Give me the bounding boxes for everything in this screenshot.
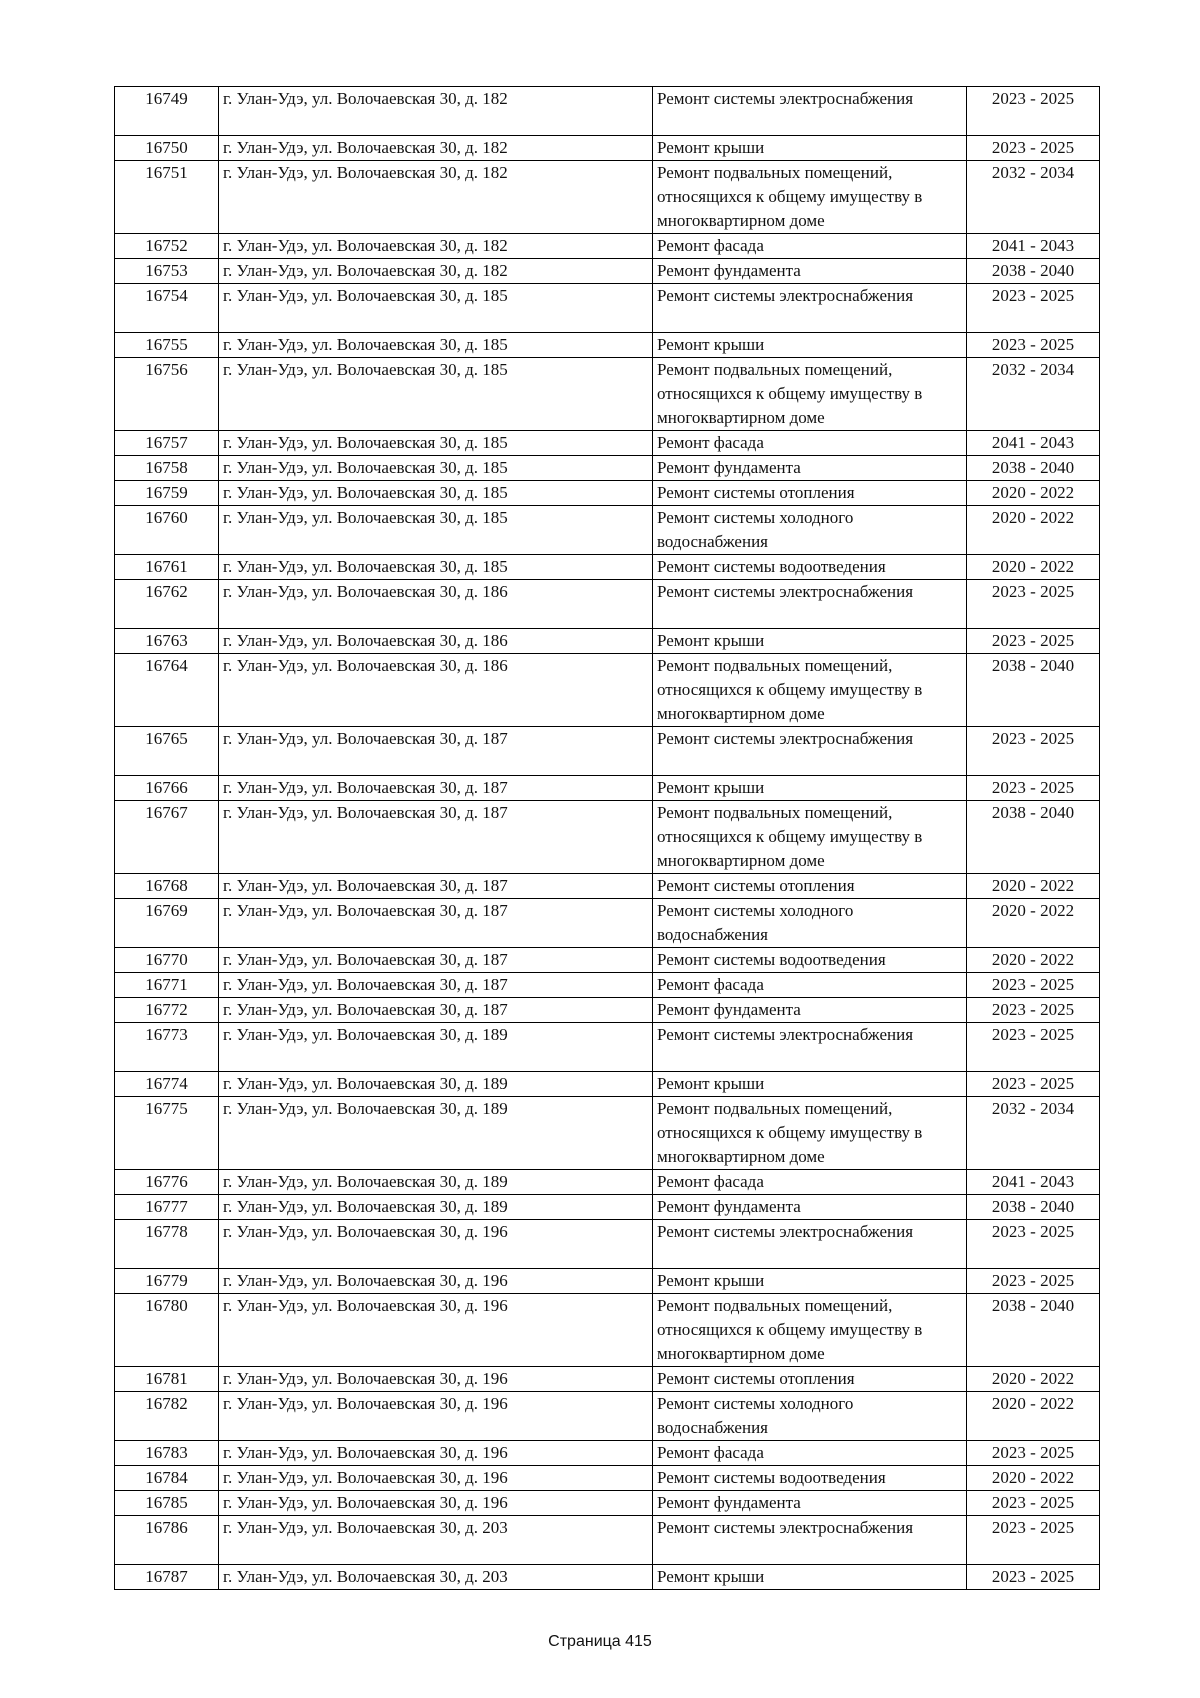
row-address: г. Улан-Удэ, ул. Волочаевская 30, д. 187 (219, 727, 653, 776)
table-row (115, 136, 1100, 161)
row-period: 2020 - 2022 (967, 899, 1100, 948)
table-row (115, 874, 1100, 899)
row-work-type: Ремонт фасада (653, 973, 967, 998)
row-number: 16780 (115, 1294, 219, 1367)
table-row (115, 87, 1100, 136)
row-number: 16767 (115, 801, 219, 874)
row-address: г. Улан-Удэ, ул. Волочаевская 30, д. 203 (219, 1516, 653, 1565)
row-number: 16784 (115, 1466, 219, 1491)
row-address: г. Улан-Удэ, ул. Волочаевская 30, д. 185 (219, 555, 653, 580)
row-work-type: Ремонт фундамента (653, 1491, 967, 1516)
row-address: г. Улан-Удэ, ул. Волочаевская 30, д. 186 (219, 654, 653, 727)
row-period: 2020 - 2022 (967, 874, 1100, 899)
row-period: 2020 - 2022 (967, 1466, 1100, 1491)
row-address: г. Улан-Удэ, ул. Волочаевская 30, д. 185 (219, 358, 653, 431)
row-work-type: Ремонт крыши (653, 333, 967, 358)
row-number: 16777 (115, 1195, 219, 1220)
row-number: 16752 (115, 234, 219, 259)
row-number: 16750 (115, 136, 219, 161)
row-period: 2023 - 2025 (967, 136, 1100, 161)
row-work-type: Ремонт системы холодного водоснабжения (653, 506, 967, 555)
table-body (115, 87, 1100, 1590)
row-number: 16758 (115, 456, 219, 481)
row-number: 16785 (115, 1491, 219, 1516)
row-period: 2023 - 2025 (967, 973, 1100, 998)
row-work-type: Ремонт крыши (653, 1072, 967, 1097)
row-period: 2023 - 2025 (967, 1565, 1100, 1590)
row-period: 2032 - 2034 (967, 1097, 1100, 1170)
row-number: 16760 (115, 506, 219, 555)
table-row (115, 1491, 1100, 1516)
table-row (115, 899, 1100, 948)
row-number: 16774 (115, 1072, 219, 1097)
table-row (115, 1170, 1100, 1195)
table-row (115, 654, 1100, 727)
row-work-type: Ремонт системы электроснабжения (653, 1220, 967, 1269)
row-number: 16751 (115, 161, 219, 234)
row-address: г. Улан-Удэ, ул. Волочаевская 30, д. 196 (219, 1466, 653, 1491)
row-address: г. Улан-Удэ, ул. Волочаевская 30, д. 203 (219, 1565, 653, 1590)
row-period: 2023 - 2025 (967, 1441, 1100, 1466)
row-address: г. Улан-Удэ, ул. Волочаевская 30, д. 185 (219, 506, 653, 555)
row-period: 2020 - 2022 (967, 506, 1100, 555)
row-number: 16755 (115, 333, 219, 358)
row-address: г. Улан-Удэ, ул. Волочаевская 30, д. 182 (219, 234, 653, 259)
row-number: 16782 (115, 1392, 219, 1441)
table-row (115, 1269, 1100, 1294)
row-work-type: Ремонт фасада (653, 431, 967, 456)
row-address: г. Улан-Удэ, ул. Волочаевская 30, д. 187 (219, 948, 653, 973)
row-period: 2023 - 2025 (967, 284, 1100, 333)
row-address: г. Улан-Удэ, ул. Волочаевская 30, д. 185 (219, 284, 653, 333)
row-period: 2023 - 2025 (967, 998, 1100, 1023)
row-period: 2038 - 2040 (967, 456, 1100, 481)
row-address: г. Улан-Удэ, ул. Волочаевская 30, д. 189 (219, 1023, 653, 1072)
row-number: 16786 (115, 1516, 219, 1565)
row-number: 16761 (115, 555, 219, 580)
row-period: 2023 - 2025 (967, 727, 1100, 776)
row-work-type: Ремонт фундамента (653, 1195, 967, 1220)
table-row (115, 580, 1100, 629)
row-period: 2023 - 2025 (967, 1023, 1100, 1072)
table-row (115, 1441, 1100, 1466)
row-number: 16771 (115, 973, 219, 998)
table-row (115, 776, 1100, 801)
row-period: 2038 - 2040 (967, 1195, 1100, 1220)
row-address: г. Улан-Удэ, ул. Волочаевская 30, д. 187 (219, 899, 653, 948)
table-row (115, 727, 1100, 776)
row-period: 2023 - 2025 (967, 87, 1100, 136)
row-period: 2041 - 2043 (967, 234, 1100, 259)
row-period: 2023 - 2025 (967, 1220, 1100, 1269)
row-number: 16754 (115, 284, 219, 333)
row-period: 2020 - 2022 (967, 555, 1100, 580)
row-address: г. Улан-Удэ, ул. Волочаевская 30, д. 187 (219, 776, 653, 801)
table-row (115, 1072, 1100, 1097)
row-number: 16783 (115, 1441, 219, 1466)
row-period: 2038 - 2040 (967, 259, 1100, 284)
row-period: 2023 - 2025 (967, 580, 1100, 629)
row-work-type: Ремонт крыши (653, 1565, 967, 1590)
row-address: г. Улан-Удэ, ул. Волочаевская 30, д. 182 (219, 161, 653, 234)
row-address: г. Улан-Удэ, ул. Волочаевская 30, д. 182 (219, 136, 653, 161)
row-number: 16779 (115, 1269, 219, 1294)
row-period: 2020 - 2022 (967, 948, 1100, 973)
table-row (115, 1097, 1100, 1170)
row-number: 16772 (115, 998, 219, 1023)
row-work-type: Ремонт подвальных помещений, относящихся к общему имуществу в многоквартирном доме (653, 358, 967, 431)
row-address: г. Улан-Удэ, ул. Волочаевская 30, д. 196 (219, 1441, 653, 1466)
table-row (115, 555, 1100, 580)
row-work-type: Ремонт фасада (653, 234, 967, 259)
row-work-type: Ремонт подвальных помещений, относящихся к общему имуществу в многоквартирном доме (653, 654, 967, 727)
table-row (115, 948, 1100, 973)
table-row (115, 1195, 1100, 1220)
table-row (115, 1294, 1100, 1367)
row-address: г. Улан-Удэ, ул. Волочаевская 30, д. 187 (219, 998, 653, 1023)
row-work-type: Ремонт системы водоотведения (653, 948, 967, 973)
table-row (115, 333, 1100, 358)
row-period: 2020 - 2022 (967, 481, 1100, 506)
table-row (115, 284, 1100, 333)
row-period: 2023 - 2025 (967, 1491, 1100, 1516)
table-row (115, 1220, 1100, 1269)
row-number: 16787 (115, 1565, 219, 1590)
row-address: г. Улан-Удэ, ул. Волочаевская 30, д. 182 (219, 87, 653, 136)
row-period: 2023 - 2025 (967, 1269, 1100, 1294)
row-work-type: Ремонт системы холодного водоснабжения (653, 1392, 967, 1441)
row-period: 2023 - 2025 (967, 1516, 1100, 1565)
row-address: г. Улан-Удэ, ул. Волочаевская 30, д. 187 (219, 874, 653, 899)
table-row (115, 1466, 1100, 1491)
row-number: 16766 (115, 776, 219, 801)
table-row (115, 161, 1100, 234)
row-number: 16753 (115, 259, 219, 284)
row-address: г. Улан-Удэ, ул. Волочаевская 30, д. 196 (219, 1491, 653, 1516)
row-period: 2020 - 2022 (967, 1367, 1100, 1392)
row-work-type: Ремонт системы холодного водоснабжения (653, 899, 967, 948)
table-row (115, 431, 1100, 456)
row-number: 16764 (115, 654, 219, 727)
table-row (115, 1392, 1100, 1441)
row-work-type: Ремонт системы электроснабжения (653, 580, 967, 629)
repair-schedule-table (114, 86, 1100, 1590)
row-work-type: Ремонт фасада (653, 1441, 967, 1466)
page-number: Страница 415 (548, 1633, 652, 1650)
row-number: 16762 (115, 580, 219, 629)
row-period: 2038 - 2040 (967, 654, 1100, 727)
row-number: 16756 (115, 358, 219, 431)
row-work-type: Ремонт крыши (653, 136, 967, 161)
row-work-type: Ремонт подвальных помещений, относящихся к общему имуществу в многоквартирном доме (653, 801, 967, 874)
row-work-type: Ремонт крыши (653, 629, 967, 654)
table-row (115, 1367, 1100, 1392)
row-work-type: Ремонт подвальных помещений, относящихся к общему имуществу в многоквартирном доме (653, 161, 967, 234)
row-work-type: Ремонт системы водоотведения (653, 555, 967, 580)
row-number: 16763 (115, 629, 219, 654)
row-work-type: Ремонт системы электроснабжения (653, 1023, 967, 1072)
row-period: 2023 - 2025 (967, 333, 1100, 358)
row-period: 2020 - 2022 (967, 1392, 1100, 1441)
row-work-type: Ремонт системы электроснабжения (653, 284, 967, 333)
table-row (115, 481, 1100, 506)
row-work-type: Ремонт системы отопления (653, 874, 967, 899)
row-work-type: Ремонт фасада (653, 1170, 967, 1195)
row-address: г. Улан-Удэ, ул. Волочаевская 30, д. 182 (219, 259, 653, 284)
row-address: г. Улан-Удэ, ул. Волочаевская 30, д. 185 (219, 333, 653, 358)
row-period: 2023 - 2025 (967, 1072, 1100, 1097)
row-number: 16776 (115, 1170, 219, 1195)
table-row (115, 1516, 1100, 1565)
row-work-type: Ремонт системы электроснабжения (653, 727, 967, 776)
row-address: г. Улан-Удэ, ул. Волочаевская 30, д. 187 (219, 801, 653, 874)
table-row (115, 801, 1100, 874)
row-work-type: Ремонт системы водоотведения (653, 1466, 967, 1491)
row-address: г. Улан-Удэ, ул. Волочаевская 30, д. 189 (219, 1170, 653, 1195)
row-period: 2041 - 2043 (967, 431, 1100, 456)
row-number: 16773 (115, 1023, 219, 1072)
row-address: г. Улан-Удэ, ул. Волочаевская 30, д. 189 (219, 1072, 653, 1097)
row-period: 2038 - 2040 (967, 1294, 1100, 1367)
row-address: г. Улан-Удэ, ул. Волочаевская 30, д. 187 (219, 973, 653, 998)
table-row (115, 998, 1100, 1023)
row-work-type: Ремонт системы электроснабжения (653, 87, 967, 136)
row-address: г. Улан-Удэ, ул. Волочаевская 30, д. 189 (219, 1097, 653, 1170)
table-row (115, 973, 1100, 998)
row-number: 16765 (115, 727, 219, 776)
row-period: 2032 - 2034 (967, 161, 1100, 234)
row-address: г. Улан-Удэ, ул. Волочаевская 30, д. 196 (219, 1392, 653, 1441)
row-address: г. Улан-Удэ, ул. Волочаевская 30, д. 185 (219, 431, 653, 456)
table-row (115, 259, 1100, 284)
table-row (115, 629, 1100, 654)
row-number: 16778 (115, 1220, 219, 1269)
row-work-type: Ремонт крыши (653, 776, 967, 801)
row-number: 16757 (115, 431, 219, 456)
row-work-type: Ремонт подвальных помещений, относящихся к общему имуществу в многоквартирном доме (653, 1097, 967, 1170)
table-row (115, 1565, 1100, 1590)
row-address: г. Улан-Удэ, ул. Волочаевская 30, д. 196 (219, 1367, 653, 1392)
row-period: 2023 - 2025 (967, 776, 1100, 801)
row-work-type: Ремонт фундамента (653, 456, 967, 481)
row-period: 2041 - 2043 (967, 1170, 1100, 1195)
row-address: г. Улан-Удэ, ул. Волочаевская 30, д. 186 (219, 629, 653, 654)
row-address: г. Улан-Удэ, ул. Волочаевская 30, д. 189 (219, 1195, 653, 1220)
row-period: 2023 - 2025 (967, 629, 1100, 654)
row-address: г. Улан-Удэ, ул. Волочаевская 30, д. 185 (219, 456, 653, 481)
row-number: 16768 (115, 874, 219, 899)
row-address: г. Улан-Удэ, ул. Волочаевская 30, д. 196 (219, 1294, 653, 1367)
table-row (115, 234, 1100, 259)
row-number: 16770 (115, 948, 219, 973)
row-number: 16749 (115, 87, 219, 136)
row-work-type: Ремонт крыши (653, 1269, 967, 1294)
row-address: г. Улан-Удэ, ул. Волочаевская 30, д. 196 (219, 1220, 653, 1269)
row-work-type: Ремонт системы отопления (653, 481, 967, 506)
row-work-type: Ремонт системы отопления (653, 1367, 967, 1392)
table-row (115, 506, 1100, 555)
table-row (115, 358, 1100, 431)
row-number: 16769 (115, 899, 219, 948)
table-row (115, 456, 1100, 481)
row-address: г. Улан-Удэ, ул. Волочаевская 30, д. 196 (219, 1269, 653, 1294)
row-work-type: Ремонт подвальных помещений, относящихся к общему имуществу в многоквартирном доме (653, 1294, 967, 1367)
row-work-type: Ремонт системы электроснабжения (653, 1516, 967, 1565)
row-number: 16781 (115, 1367, 219, 1392)
row-address: г. Улан-Удэ, ул. Волочаевская 30, д. 185 (219, 481, 653, 506)
row-number: 16759 (115, 481, 219, 506)
table-row (115, 1023, 1100, 1072)
row-number: 16775 (115, 1097, 219, 1170)
row-work-type: Ремонт фундамента (653, 998, 967, 1023)
row-period: 2032 - 2034 (967, 358, 1100, 431)
row-period: 2038 - 2040 (967, 801, 1100, 874)
row-work-type: Ремонт фундамента (653, 259, 967, 284)
row-address: г. Улан-Удэ, ул. Волочаевская 30, д. 186 (219, 580, 653, 629)
